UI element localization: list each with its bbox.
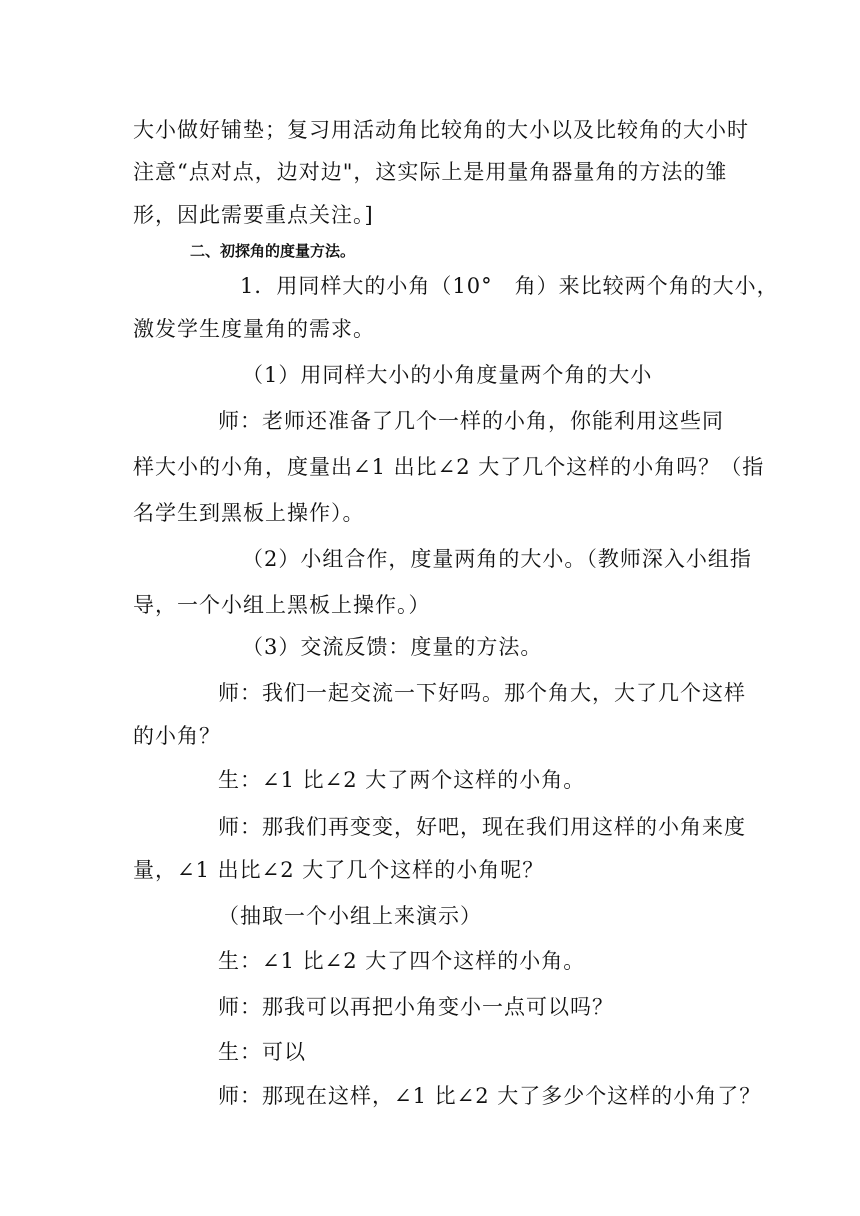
text-line-11: （2）小组合作，度量两角的大小。（教师深入小组指 [242,547,752,571]
text-line-9: 样大小的小角，度量出∠1 出比∠2 大了几个这样的小角吗？（指 [133,455,765,479]
text-line-18: 量，∠1 出比∠2 大了几个这样的小角呢？ [133,858,545,882]
text-line-15: 的小角？ [133,724,221,748]
section-heading: 二、初探角的度量方法。 [190,242,356,260]
text-line-20: 生：∠1 比∠2 大了四个这样的小角。 [218,949,586,973]
text-line-3: 形，因此需要重点关注。] [133,203,374,227]
text-line-2: 注意“点对点，边对边"，这实际上是用量角器量角的方法的雏 [133,160,728,184]
text-line-10: 名学生到黑板上操作）。 [133,501,365,525]
text-line-21: 师：那我可以再把小角变小一点可以吗？ [218,995,614,1019]
text-line-12: 导，一个小组上黑板上操作。） [133,593,431,617]
text-line-14: 师：我们一起交流一下好吗。那个角大，大了几个这样 [218,681,746,705]
text-line-6: 激发学生度量角的需求。 [133,317,375,341]
text-line-22: 生：可以 [218,1040,306,1064]
text-line-17: 师：那我们再变变，好吧，现在我们用这样的小角来度 [218,815,746,839]
text-line-23: 师：那现在这样，∠1 比∠2 大了多少个这样的小角了？ [218,1084,762,1108]
text-line-5: 1．用同样大的小角（10° 角）来比较两个角的大小， [240,274,779,298]
text-line-16: 生：∠1 比∠2 大了两个这样的小角。 [218,768,586,792]
text-line-8: 师：老师还准备了几个一样的小角，你能利用这些同 [218,409,724,433]
text-line-1: 大小做好铺垫；复习用活动角比较角的大小以及比较角的大小时 [133,118,749,142]
text-line-7: （1）用同样大小的小角度量两个角的大小 [242,363,653,387]
text-line-19: （抽取一个小组上来演示） [218,904,482,928]
text-line-13: （3）交流反馈：度量的方法。 [242,635,543,659]
